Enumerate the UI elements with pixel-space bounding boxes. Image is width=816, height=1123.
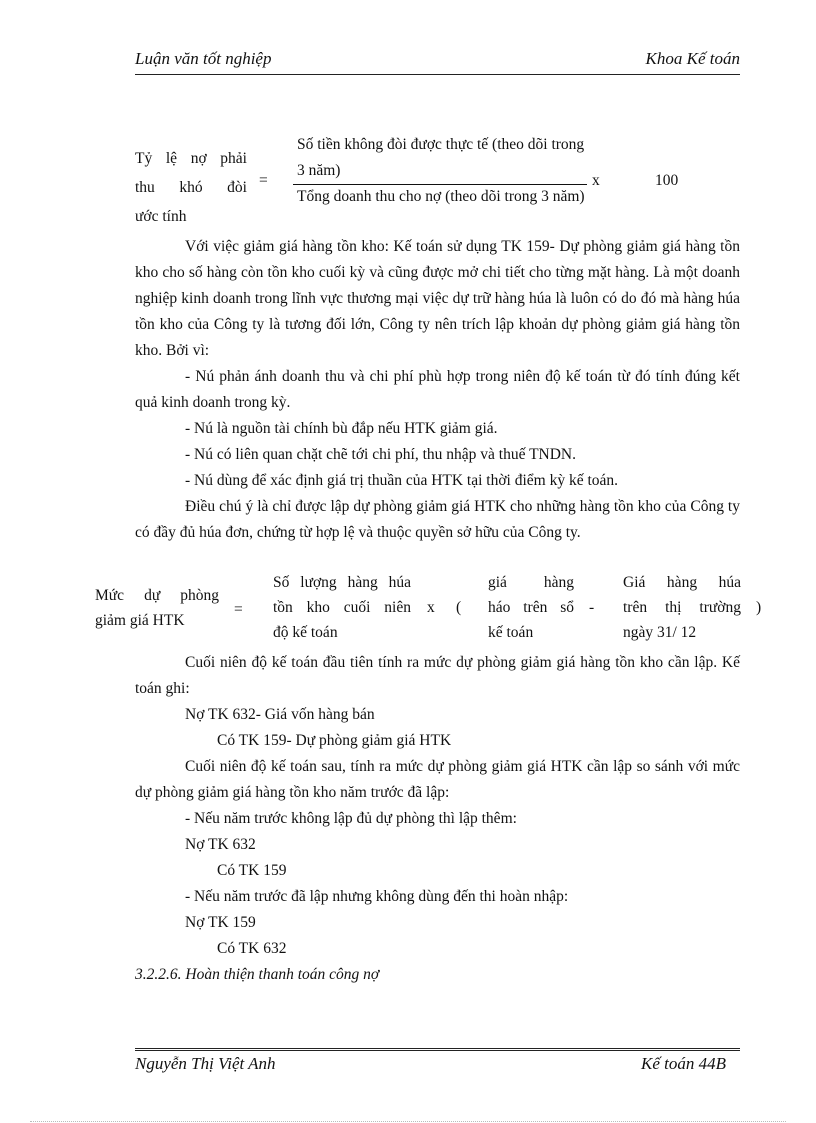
formula1-times: x: [592, 172, 600, 189]
formula1-numerator: Số tiền không đòi được thực tế (theo dõi trong 3 năm): [297, 136, 585, 179]
formula1-equals: =: [259, 172, 268, 189]
footer-author: Nguyễn Thị Việt Anh: [135, 1054, 276, 1073]
provision-level-formula: [95, 570, 775, 648]
journal-credit-line: Có TK 159: [217, 862, 287, 879]
page-header: [135, 49, 740, 73]
case-reversal: - Nếu năm trước đã lập nhưng không dùng đến thi hoàn nhập:: [185, 888, 569, 905]
body-text-lower: [135, 650, 740, 988]
formula2-label: Mức dự phòng giảm giá HTK: [95, 587, 219, 629]
paragraph-inventory-provision: Với việc giảm giá hàng tồn kho: Kế toán sử dụng TK 159- Dự phòng giảm giá hàng tồn kho cho số hàng còn tồn kho cuối kỳ và cũng được mở chi tiết cho từng mặt hàng. Là một doanh nghiệp kinh doanh trong lĩnh vực thương mại việc dự trữ hàng húa là luôn có do đó mà hàng húa tồn kho của Công ty là tương đối lớn, Công ty nên trích lập khoản dự phòng giảm giá hàng tồn kho. Bởi vì:: [135, 238, 740, 359]
section-heading: 3.2.2.6. Hoàn thiện thanh toán công nợ: [135, 966, 380, 983]
case-shortfall: - Nếu năm trước không lập đủ dự phòng thì lập thêm:: [185, 810, 517, 827]
header-rule: [135, 74, 740, 75]
formula2-equals: =: [234, 601, 243, 618]
paragraph-first-year: Cuối niên độ kế toán đầu tiên tính ra mức dự phòng giảm giá hàng tồn kho cần lập. Kế toán ghi:: [135, 654, 740, 697]
paragraph-following-year: Cuối niên độ kế toán sau, tính ra mức dự phòng giảm giá HTK cần lập so sánh với mức dự phòng giảm giá hàng tồn kho năm trước đã lập:: [135, 758, 740, 801]
journal-credit-line: Có TK 632: [217, 940, 287, 957]
list-item: - Nú là nguồn tài chính bù đắp nếu HTK giảm giá.: [185, 420, 498, 437]
formula2-market-price: Giá hàng húa trên thị trường ngày 31/ 12: [623, 574, 741, 641]
list-item: - Nú phản ánh doanh thu và chi phí phù hợp trong niên độ kế toán từ đó tính đúng kết quả kinh doanh trong kỳ.: [135, 368, 740, 411]
body-text-upper: [135, 234, 740, 546]
header-department-label: Khoa Kế toán: [645, 49, 740, 68]
formula2-book-price: giá hàng háo trên sổ kế toán: [488, 574, 574, 641]
formula1-multiplier: 100: [655, 172, 679, 189]
list-item: - Nú có liên quan chặt chẽ tới chi phí, thu nhập và thuế TNDN.: [185, 446, 577, 463]
page-footer: [135, 1054, 740, 1078]
paragraph-note: Điều chú ý là chỉ được lập dự phòng giảm giá HTK cho những hàng tồn kho của Công ty có đầy đủ húa đơn, chứng từ hợp lệ và thuộc quyền sở hữu của Công ty.: [135, 498, 740, 541]
formula1-denominator: Tổng doanh thu cho nợ (theo dõi trong 3 năm): [297, 188, 585, 205]
page-edge-dotted-line: [30, 1121, 786, 1122]
formula2-minus: -: [589, 599, 595, 616]
journal-debit-line: Nợ TK 159: [185, 914, 256, 931]
formula2-open-paren: (: [456, 599, 462, 616]
formula2-close-paren: ): [756, 599, 762, 616]
footer-rule: [135, 1048, 740, 1051]
journal-debit-line: Nợ TK 632- Giá vốn hàng bán: [185, 706, 375, 723]
list-item: - Nú dùng để xác định giá trị thuần của HTK tại thời điểm kỳ kế toán.: [185, 472, 619, 489]
footer-class: Kế toán 44B: [641, 1054, 726, 1073]
formula1-label: Tỷ lệ nợ phải thu khó đòi ước tính: [135, 150, 247, 225]
header-thesis-label: Luận văn tốt nghiệp: [135, 49, 272, 68]
bad-debt-ratio-formula: [135, 132, 740, 238]
formula2-times: x: [427, 599, 435, 616]
formula2-quantity: Số lượng hàng húa tồn kho cuối niên độ kế toán: [273, 574, 411, 641]
journal-credit-line: Có TK 159- Dự phòng giảm giá HTK: [217, 732, 452, 749]
journal-debit-line: Nợ TK 632: [185, 836, 256, 853]
